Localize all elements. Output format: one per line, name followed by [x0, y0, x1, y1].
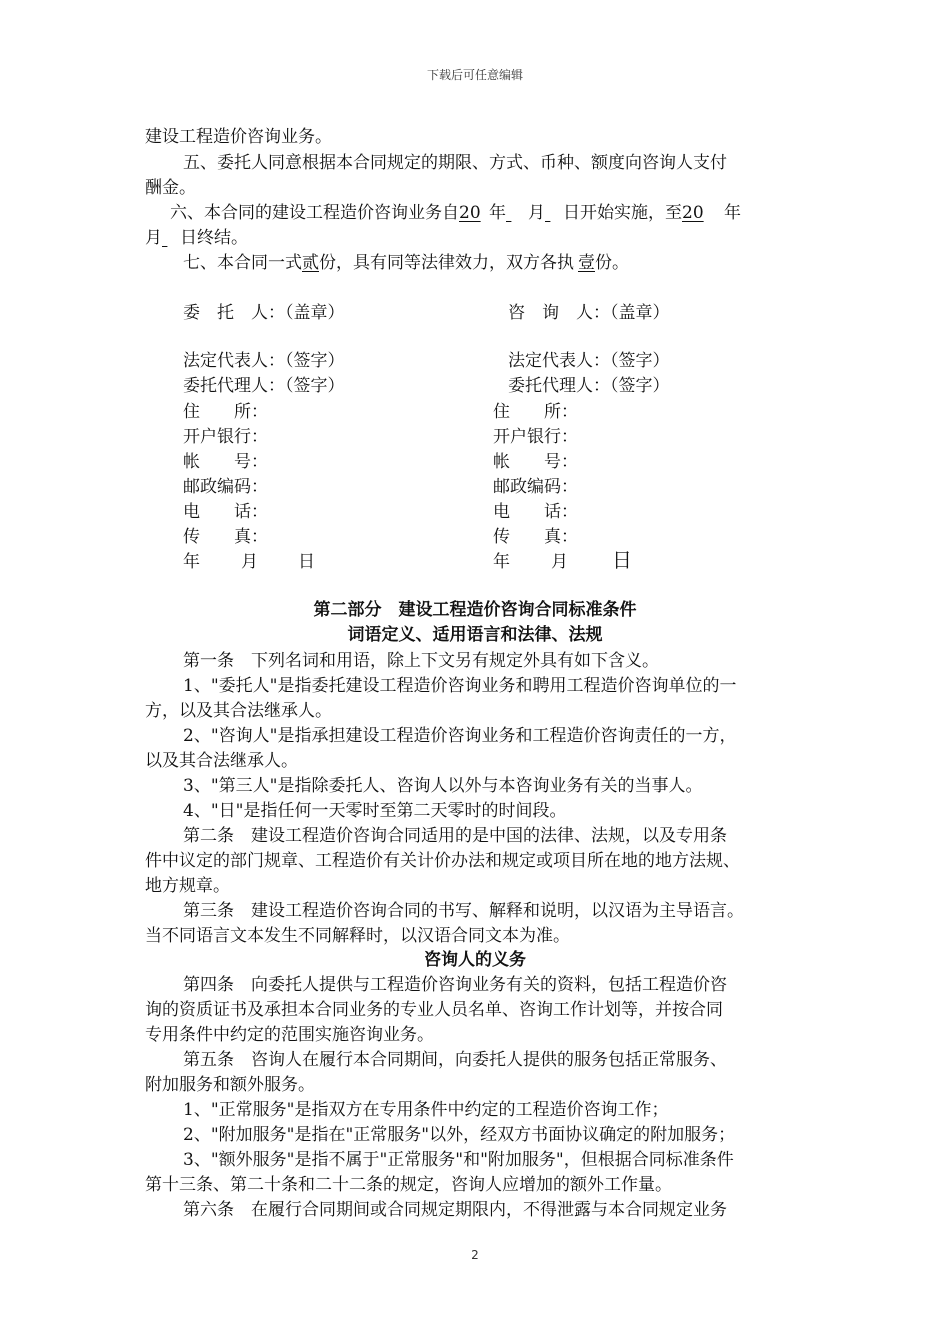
- blank-day-start: [545, 202, 563, 224]
- article-4-line-3: 专用条件中约定的范围实施咨询业务。: [145, 1025, 434, 1045]
- sig-right-bank: 开户银行：: [493, 427, 578, 447]
- article-5-item-3b: 第十三条、第二十条和二十二条的规定，咨询人应增加的额外工作量。: [145, 1175, 672, 1195]
- copies-count: 贰: [302, 253, 319, 273]
- sig-right-year: 年: [493, 552, 510, 572]
- article-5-line-2: 附加服务和额外服务。: [145, 1075, 315, 1095]
- intro-line-4: [170, 202, 835, 224]
- sig-left-legal-rep: 法定代表人：（签字）: [183, 351, 345, 371]
- text: 日终结。: [180, 228, 248, 248]
- text: 份，具有同等法律效力，双方各执: [319, 253, 574, 273]
- sig-left-phone: 电 话：: [183, 502, 268, 522]
- sig-left-day: 日: [298, 552, 315, 572]
- article-1-item-3: 3、"第三人"是指除委托人、咨询人以外与本咨询业务有关的当事人。: [183, 776, 703, 796]
- article-1-item-4: 4、"日"是指任何一天零时至第二天零时的时间段。: [183, 801, 567, 821]
- text: 七、本合同一式: [183, 253, 302, 273]
- sig-right-phone: 电 话：: [493, 502, 578, 522]
- sig-right-agent: 委托代理人：（签字）: [508, 376, 670, 396]
- article-2-line-3: 地方规章。: [145, 876, 230, 896]
- article-2-line-2: 件中议定的部门规章、工程造价有关计价办法和规定或项目所在地的地方法规、: [145, 851, 740, 871]
- sig-right-month: 月: [551, 552, 568, 572]
- article-5-line-1: 第五条 咨询人在履行本合同期间，向委托人提供的服务包括正常服务、: [183, 1050, 727, 1070]
- article-1-item-1a: 1、"委托人"是指委托建设工程造价咨询业务和聘用工程造价咨询单位的一: [183, 676, 737, 696]
- page-number: 2: [471, 1248, 479, 1262]
- article-1-item-2b: 以及其合法继承人。: [145, 751, 298, 771]
- blank-month-start: [506, 202, 528, 224]
- text: 月: [528, 203, 545, 223]
- sig-left-month: 月: [241, 552, 258, 572]
- sig-right-fax: 传 真：: [493, 527, 578, 547]
- copies-each: 壹: [578, 253, 595, 273]
- article-5-item-1: 1、"正常服务"是指双方在专用条件中约定的工程造价咨询工作；: [183, 1100, 669, 1120]
- sig-left-address: 住 所：: [183, 402, 268, 422]
- text: 六、本合同的建设工程造价咨询业务自: [170, 203, 459, 223]
- article-5-item-3a: 3、"额外服务"是指不属于"正常服务"和"附加服务"，但根据合同标准条件: [183, 1150, 734, 1170]
- intro-line-2: 五、委托人同意根据本合同规定的期限、方式、币种、额度向咨询人支付: [183, 153, 727, 173]
- sig-right-postcode: 邮政编码：: [493, 477, 578, 497]
- text: 份。: [595, 253, 629, 273]
- sig-right-account: 帐 号：: [493, 452, 578, 472]
- article-3-line-1: 第三条 建设工程造价咨询合同的书写、解释和说明，以汉语为主导语言。: [183, 901, 744, 921]
- sig-left-bank: 开户银行：: [183, 427, 268, 447]
- text: 月: [145, 228, 162, 248]
- sig-left-fax: 传 真：: [183, 527, 268, 547]
- intro-line-6: [183, 252, 848, 274]
- article-4-line-1: 第四条 向委托人提供与工程造价咨询业务有关的资料，包括工程造价咨: [183, 975, 727, 995]
- article-1: 第一条 下列名词和用语，除上下文另有规定外具有如下含义。: [183, 651, 659, 671]
- blank-year-end: 20: [682, 203, 704, 223]
- article-2-line-1: 第二条 建设工程造价咨询合同适用的是中国的法律、法规，以及专用条: [183, 826, 727, 846]
- sig-left-postcode: 邮政编码：: [183, 477, 268, 497]
- article-5-item-2: 2、"附加服务"是指在"正常服务"以外，经双方书面协议确定的附加服务；: [183, 1125, 736, 1145]
- article-1-item-1b: 方，以及其合法继承人。: [145, 701, 332, 721]
- part2-subtitle: 词语定义、适用语言和法律、法规: [347, 625, 603, 645]
- text: 日开始实施，至: [563, 203, 682, 223]
- article-6-line-1: 第六条 在履行合同期间或合同规定期限内，不得泄露与本合同规定业务: [183, 1200, 727, 1220]
- intro-line-3: 酬金。: [145, 178, 196, 198]
- sig-left-account: 帐 号：: [183, 452, 268, 472]
- article-1-item-2a: 2、"咨询人"是指承担建设工程造价咨询业务和工程造价咨询责任的一方，: [183, 726, 737, 746]
- text: 年: [724, 203, 741, 223]
- sig-right-day: 日: [612, 548, 632, 572]
- sig-right-legal-rep: 法定代表人：（签字）: [508, 351, 670, 371]
- intro-line-1: 建设工程造价咨询业务。: [145, 127, 332, 147]
- sig-left-agent: 委托代理人：（签字）: [183, 376, 345, 396]
- article-3-line-2: 当不同语言文本发生不同解释时，以汉语合同文本为准。: [145, 926, 570, 946]
- sig-right-address: 住 所：: [493, 402, 578, 422]
- duties-title: 咨询人的义务: [424, 950, 526, 970]
- blank-year-start: 20: [459, 203, 481, 223]
- sig-left-year: 年: [183, 552, 200, 572]
- text: 年: [489, 203, 506, 223]
- article-4-line-2: 询的资质证书及承担本合同业务的专业人员名单、咨询工作计划等，并按合同: [145, 1000, 723, 1020]
- page-header: 下载后可任意编辑: [426, 68, 523, 82]
- sig-client: 委 托 人：（盖章）: [183, 303, 345, 323]
- part2-title: 第二部分 建设工程造价咨询合同标准条件: [313, 600, 637, 620]
- sig-consultant: 咨 询 人：（盖章）: [508, 303, 670, 323]
- intro-line-5: [145, 227, 810, 249]
- blank-month-end: [162, 227, 180, 249]
